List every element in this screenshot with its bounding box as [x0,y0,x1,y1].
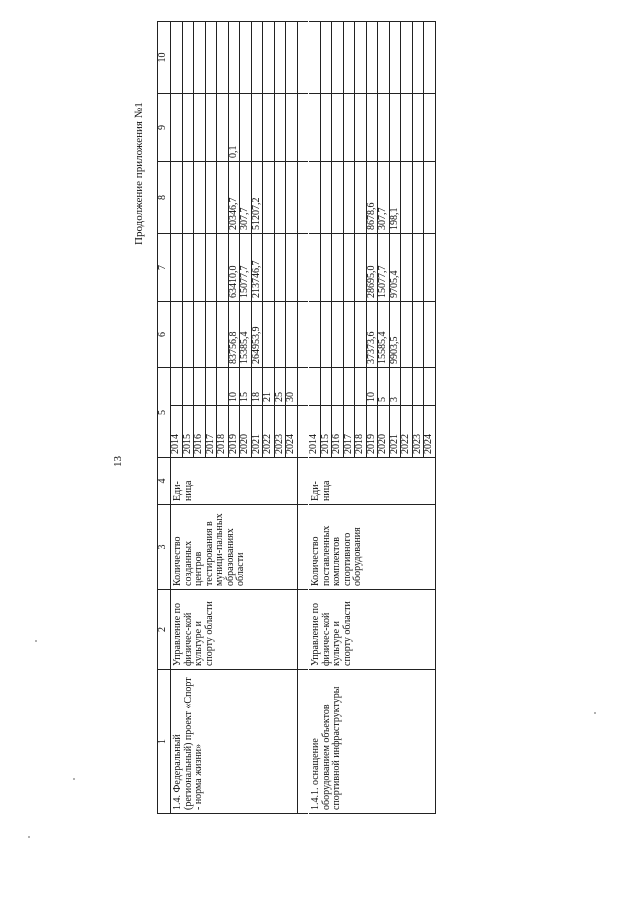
value-cell-c8: 8678,6 [366,162,378,234]
value-cell-c6 [320,302,332,368]
cell-c4: Еди-ница [171,458,298,505]
value-cell-c9 [366,94,378,162]
year-cell: 2022 [401,406,413,458]
year-cell: 2021 [251,406,263,458]
year-cell: 2018 [355,406,367,458]
value-cell-c9 [263,94,275,162]
value-cell-c8: 198,1 [389,162,401,234]
page-number: 13 [112,456,124,467]
value-cell-c9 [286,94,298,162]
value-cell-c7 [332,234,344,302]
value-cell-c10 [355,22,367,94]
cell-c1: 1.4.1. оснащение оборудованием объектов спортивной инфраструктуры [309,670,436,814]
value-cell-c9 [320,94,332,162]
year-cell: 2020 [378,406,390,458]
value-cell-c5: 18 [251,368,263,406]
value-cell-c6: 264953,9 [251,302,263,368]
value-cell-c10 [194,22,206,94]
year-cell: 2024 [286,406,298,458]
spacer-row [297,22,309,814]
value-cell-c5 [194,368,206,406]
value-cell-c10 [217,22,229,94]
value-cell-c5 [332,368,344,406]
value-cell-c10 [401,22,413,94]
value-cell-c8 [355,162,367,234]
value-cell-c6: 83756,8 [228,302,240,368]
value-cell-c6: 9903,5 [389,302,401,368]
value-cell-c7 [424,234,436,302]
value-cell-c7: 63410,0 [228,234,240,302]
table-row [309,22,321,814]
value-cell-c8 [332,162,344,234]
value-cell-c7 [274,234,286,302]
value-cell-c9: 0,1 [228,94,240,162]
spacer-cell [297,162,309,234]
value-cell-c7 [263,234,275,302]
value-cell-c9 [332,94,344,162]
value-cell-c8: 20346,7 [228,162,240,234]
year-cell: 2014 [309,406,321,458]
value-cell-c10 [263,22,275,94]
value-cell-c5 [355,368,367,406]
header-row [158,22,171,814]
value-cell-c10 [240,22,252,94]
cell-c3: Количество созданных центров тестирования в муници-пальных образованиях области [171,505,298,590]
value-cell-c5: 10 [366,368,378,406]
value-cell-c7: 15077,7 [240,234,252,302]
value-cell-c10 [286,22,298,94]
value-cell-c7 [412,234,424,302]
value-cell-c7 [182,234,194,302]
value-cell-c9 [251,94,263,162]
spacer-cell [297,234,309,302]
cell-c4: Еди-ница [309,458,436,505]
value-cell-c5: 30 [286,368,298,406]
value-cell-c6 [424,302,436,368]
value-cell-c8 [182,162,194,234]
spacer-cell [297,670,309,814]
spacer-cell [297,505,309,590]
value-cell-c7 [309,234,321,302]
cell-c2: Управление по физичес-кой культуре и спорту области [309,590,436,670]
value-cell-c5: 5 [378,368,390,406]
value-cell-c6 [401,302,413,368]
value-cell-c8 [205,162,217,234]
value-cell-c8 [194,162,206,234]
value-cell-c8 [424,162,436,234]
value-cell-c9 [424,94,436,162]
value-cell-c8 [217,162,229,234]
value-cell-c7: 28695,0 [366,234,378,302]
value-cell-c9 [343,94,355,162]
value-cell-c5 [424,368,436,406]
year-cell: 2016 [194,406,206,458]
appendix-table [157,21,436,814]
value-cell-c10 [343,22,355,94]
value-cell-c5 [401,368,413,406]
year-cell: 2022 [263,406,275,458]
value-cell-c8 [343,162,355,234]
year-cell: 2017 [343,406,355,458]
year-cell: 2017 [205,406,217,458]
value-cell-c6 [286,302,298,368]
header-cell: 9 [158,94,171,162]
value-cell-c5 [182,368,194,406]
spacer-cell [297,22,309,94]
header-cell: 8 [158,162,171,234]
value-cell-c6 [274,302,286,368]
value-cell-c6 [171,302,183,368]
year-cell: 2023 [274,406,286,458]
value-cell-c6 [355,302,367,368]
year-cell: 2023 [412,406,424,458]
year-cell: 2018 [217,406,229,458]
value-cell-c7 [343,234,355,302]
value-cell-c8 [412,162,424,234]
year-cell: 2015 [182,406,194,458]
value-cell-c8 [320,162,332,234]
value-cell-c10 [182,22,194,94]
year-cell: 2019 [228,406,240,458]
value-cell-c5: 21 [263,368,275,406]
value-cell-c9 [309,94,321,162]
value-cell-c10 [424,22,436,94]
table-row [171,22,183,814]
value-cell-c10 [274,22,286,94]
year-cell: 2019 [366,406,378,458]
year-cell: 2021 [389,406,401,458]
continuation-label: Продолжение приложения №1 [133,102,145,245]
value-cell-c6 [194,302,206,368]
value-cell-c7 [217,234,229,302]
value-cell-c9 [389,94,401,162]
value-cell-c10 [205,22,217,94]
header-cell: 5 [158,368,171,458]
value-cell-c10 [332,22,344,94]
value-cell-c9 [274,94,286,162]
year-cell: 2024 [424,406,436,458]
value-cell-c8 [274,162,286,234]
value-cell-c7: 9705,4 [389,234,401,302]
value-cell-c10 [378,22,390,94]
value-cell-c10 [171,22,183,94]
header-cell: 3 [158,505,171,590]
value-cell-c8 [309,162,321,234]
value-cell-c7 [401,234,413,302]
value-cell-c6 [343,302,355,368]
value-cell-c8 [401,162,413,234]
value-cell-c7: 213746,7 [251,234,263,302]
value-cell-c9 [217,94,229,162]
spacer-cell [297,368,309,406]
value-cell-c6 [217,302,229,368]
value-cell-c8: 307,7 [240,162,252,234]
header-cell: 10 [158,22,171,94]
value-cell-c6 [205,302,217,368]
cell-c1: 1.4. Федеральный (региональный) проект «Спорт - норма жизни» [171,670,298,814]
value-cell-c6 [263,302,275,368]
value-cell-c10 [251,22,263,94]
value-cell-c5 [171,368,183,406]
year-cell: 2020 [240,406,252,458]
value-cell-c9 [355,94,367,162]
value-cell-c8 [171,162,183,234]
value-cell-c6: 15385,4 [240,302,252,368]
value-cell-c9 [401,94,413,162]
value-cell-c6: 15585,4 [378,302,390,368]
spacer-cell [297,94,309,162]
value-cell-c5 [320,368,332,406]
value-cell-c5: 3 [389,368,401,406]
year-cell: 2014 [171,406,183,458]
value-cell-c10 [309,22,321,94]
value-cell-c8: 51207,2 [251,162,263,234]
value-cell-c10 [412,22,424,94]
spacer-cell [297,590,309,670]
value-cell-c7 [286,234,298,302]
value-cell-c5 [217,368,229,406]
value-cell-c9 [240,94,252,162]
header-cell: 1 [158,670,171,814]
year-cell: 2015 [320,406,332,458]
value-cell-c9 [378,94,390,162]
value-cell-c5 [343,368,355,406]
value-cell-c8: 307,7 [378,162,390,234]
header-cell: 4 [158,458,171,505]
value-cell-c9 [171,94,183,162]
header-cell: 6 [158,302,171,368]
spacer-cell [297,458,309,505]
value-cell-c5: 25 [274,368,286,406]
value-cell-c9 [182,94,194,162]
value-cell-c5 [309,368,321,406]
value-cell-c7 [194,234,206,302]
value-cell-c7 [320,234,332,302]
value-cell-c10 [228,22,240,94]
year-cell: 2016 [332,406,344,458]
header-cell: 2 [158,590,171,670]
cell-c3: Количество поставленных комплектов спортивного оборудования [309,505,436,590]
value-cell-c7 [355,234,367,302]
value-cell-c10 [366,22,378,94]
value-cell-c6 [412,302,424,368]
value-cell-c5: 15 [240,368,252,406]
value-cell-c6 [309,302,321,368]
value-cell-c6: 37373,6 [366,302,378,368]
value-cell-c7: 15077,7 [378,234,390,302]
cell-c2: Управление по физичес-кой культуре и спорту области [171,590,298,670]
value-cell-c6 [332,302,344,368]
value-cell-c9 [205,94,217,162]
value-cell-c7 [171,234,183,302]
value-cell-c9 [194,94,206,162]
header-cell: 7 [158,234,171,302]
value-cell-c6 [182,302,194,368]
value-cell-c10 [320,22,332,94]
spacer-cell [297,406,309,458]
value-cell-c5: 10 [228,368,240,406]
value-cell-c7 [205,234,217,302]
value-cell-c9 [412,94,424,162]
value-cell-c5 [205,368,217,406]
value-cell-c8 [286,162,298,234]
value-cell-c8 [263,162,275,234]
value-cell-c10 [389,22,401,94]
spacer-cell [297,302,309,368]
value-cell-c5 [412,368,424,406]
